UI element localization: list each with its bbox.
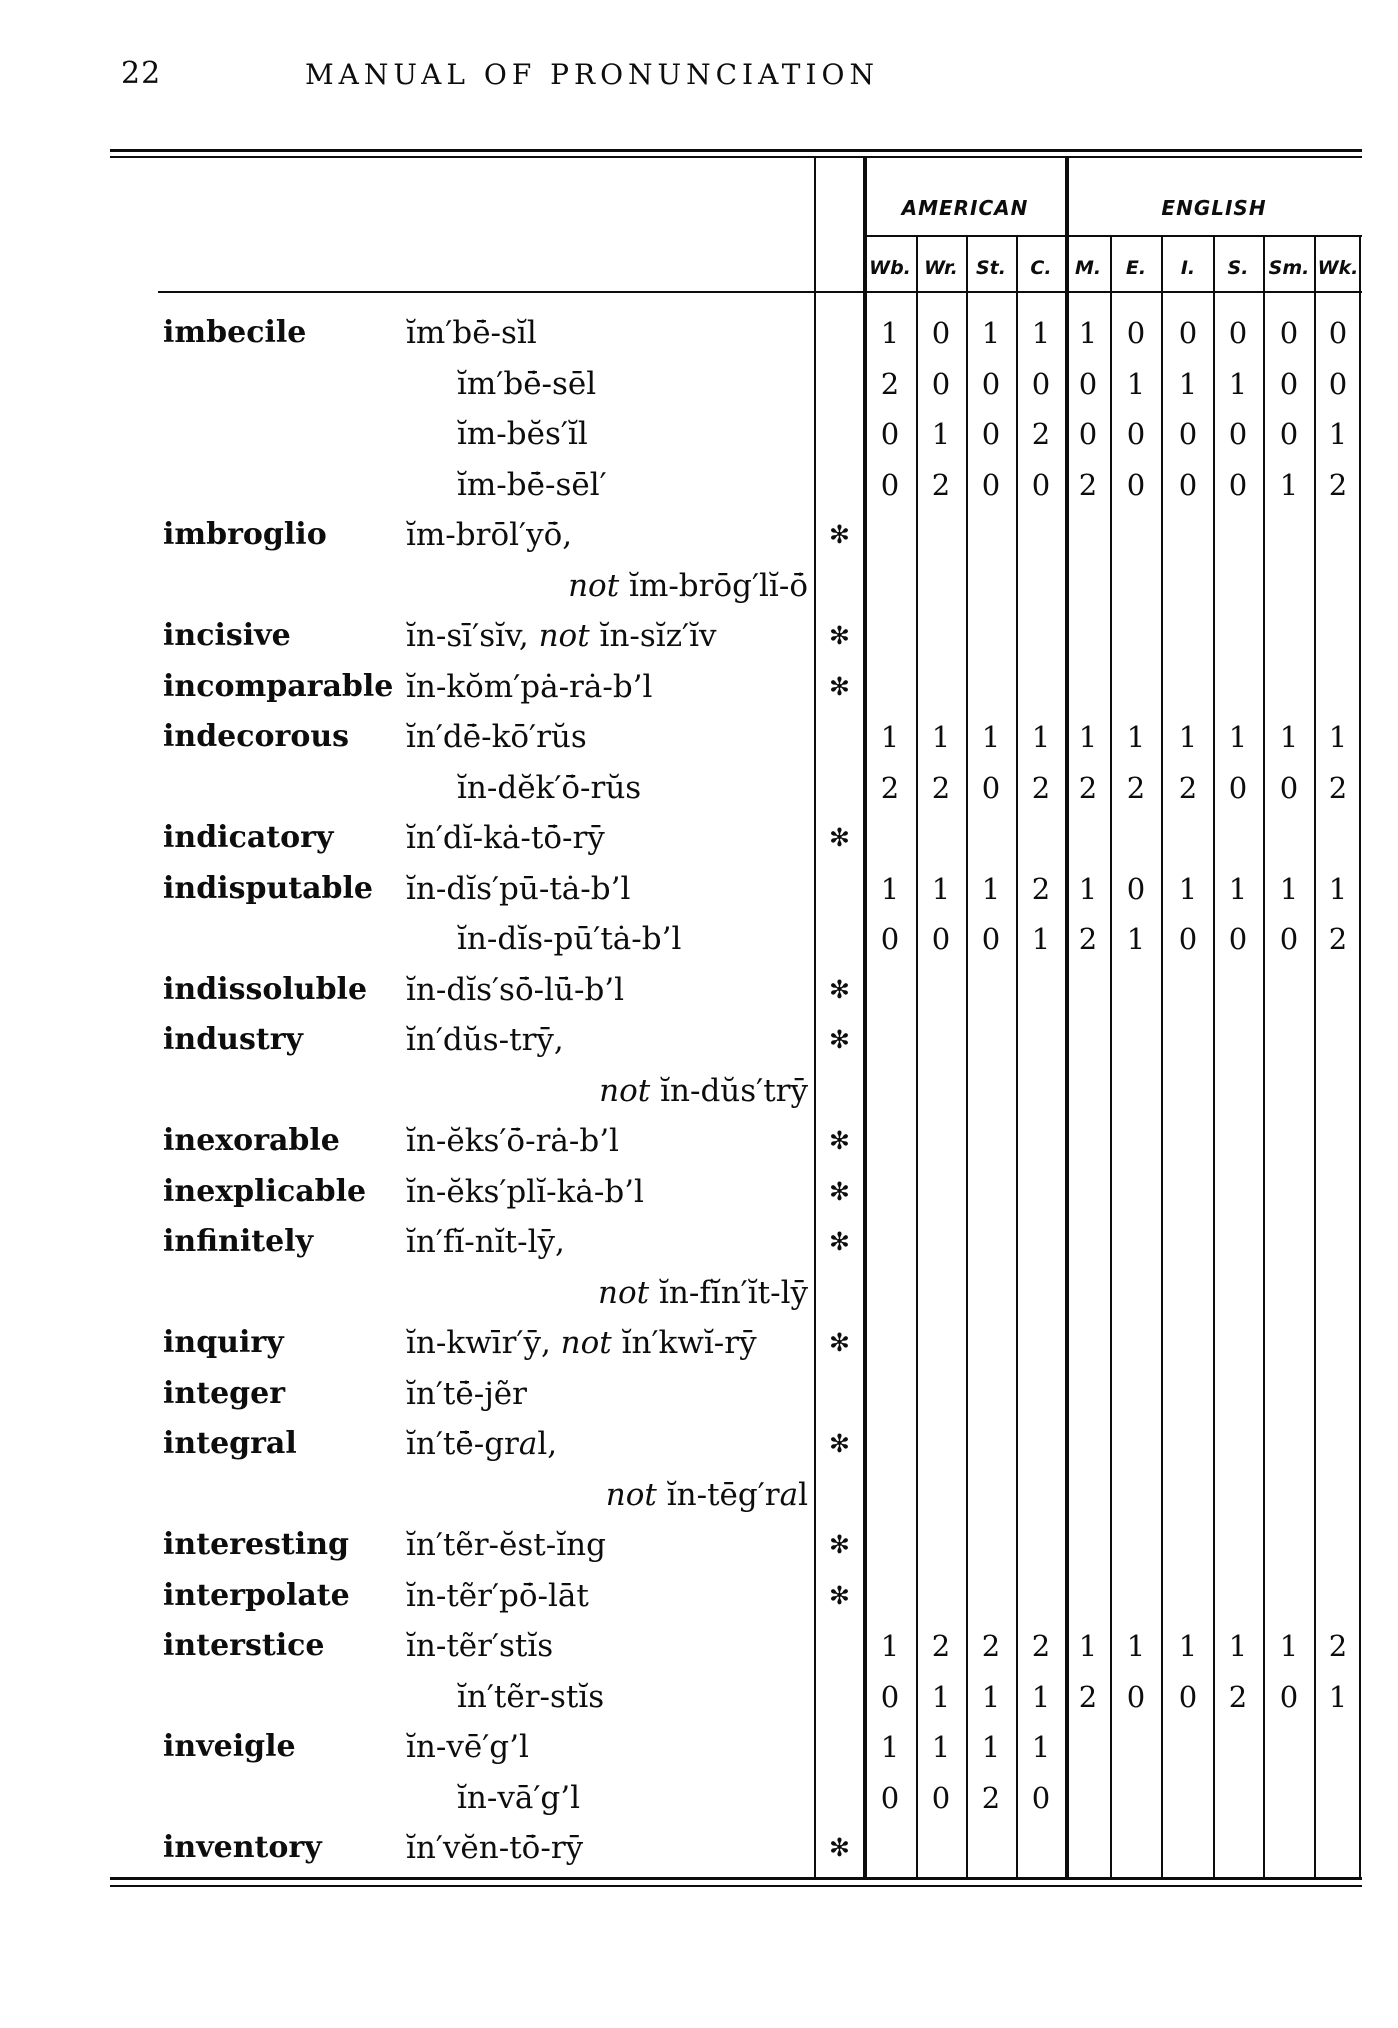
column-header-label: Wb. [869,257,911,279]
pronunciation-segment: ĭn-tēg′r [656,1477,780,1513]
grade-cell-american: 0 [931,316,951,350]
header-underline [158,291,1362,293]
entry-pronunciation [406,867,630,911]
pronunciation-segment: ĭn′kwĭ-rȳ [611,1325,757,1361]
grade-cell-english: 1 [1178,367,1198,401]
grade-cell-english: 1 [1078,872,1098,906]
pronunciation-segment: ĭn′dĭ-kȧ-tō̇-rȳ [406,820,605,856]
grade-cell-english: 1 [1178,872,1198,906]
grade-cell-english: 1 [1126,720,1146,754]
bottom-rule-inner [110,1877,1362,1880]
grade-cell-english: 2 [1078,922,1098,956]
entry-word: inquiry [163,1325,284,1360]
entry-word: interstice [163,1628,325,1663]
grade-cell-english: 0 [1228,417,1248,451]
grade-cell-english: 0 [1178,468,1198,502]
pronunciation-segment: ĭn-dĭs′sō̇-lū̇-b’l [406,972,625,1008]
entry-word: indisputable [163,871,374,906]
pronunciation-segment: ĭn′tẽr-stĭs [457,1679,605,1715]
group-header-underline [864,235,1362,237]
approved-asterisk: ✻ [829,1177,850,1206]
grade-cell-english: 1 [1126,922,1146,956]
entry-pronunciation [406,1624,553,1668]
pronunciation-segment: ĭn′dē̇-kō′rŭs [406,719,587,755]
grade-cell-english: 1 [1228,872,1248,906]
entry-word: imbecile [163,315,307,350]
pronunciation-italic-segment: a [779,1477,799,1513]
pronunciation-segment: ĭm′bē̇-sēl [457,366,597,402]
grade-cell-english: 0 [1178,417,1198,451]
pronunciation-italic-segment: not [568,568,620,604]
column-divider [966,237,968,1877]
entry-pronunciation [406,1321,757,1365]
pronunciation-segment: ĭn′dŭs-trȳ, [406,1022,564,1058]
pronunciation-segment: ĭn-ĕks′ō̇-rȧ-b’l [406,1123,619,1159]
pronunciation-segment: ĭn′vĕn-tō̇-rȳ [406,1830,584,1866]
entry-pronunciation-note [406,1069,808,1113]
pronunciation-segment: ĭm-brōg′lĭ-ō̇ [619,568,808,604]
pronunciation-segment: ĭn-kŏm′pȧ-rȧ-b’l [406,669,653,705]
grade-cell-english: 0 [1228,316,1248,350]
grade-cell-english: 1 [1078,720,1098,754]
pronunciation-italic-segment: not [560,1325,612,1361]
grade-cell-american: 0 [981,922,1001,956]
pronunciation-segment: ĭn-dĭs′pū-tȧ-b’l [406,871,631,907]
grade-cell-english: 1 [1328,417,1348,451]
pronunciation-segment: ĭm-bĕs′ĭl [457,416,588,452]
grade-cell-english: 1 [1078,1629,1098,1663]
grade-cell-american: 1 [981,720,1001,754]
column-header-label: Sm. [1268,257,1310,279]
grade-cell-american: 0 [880,417,900,451]
column-divider [1213,237,1215,1877]
grade-cell-american: 0 [981,468,1001,502]
grade-cell-english: 0 [1078,417,1098,451]
entry-pronunciation [406,1372,527,1416]
entry-pronunciation [406,1725,529,1769]
grade-cell-english: 0 [1279,417,1299,451]
entry-pronunciation [406,513,572,557]
approved-asterisk: ✻ [829,975,850,1004]
grade-cell-american: 2 [981,1629,1001,1663]
grade-cell-english: 1 [1178,720,1198,754]
grade-cell-english: 0 [1279,367,1299,401]
entry-word: integral [163,1426,297,1461]
pronunciation-segment: ĭn′tē̇-gr [406,1426,519,1462]
grade-cell-english: 1 [1279,872,1299,906]
pronunciation-segment: ĭn′tẽr-ĕst-ĭng [406,1527,606,1563]
entry-pronunciation [457,1675,604,1719]
grade-cell-american: 0 [931,1781,951,1815]
grade-cell-american: 1 [931,1680,951,1714]
grade-cell-english: 2 [1078,771,1098,805]
grade-cell-english: 0 [1328,316,1348,350]
top-rule-inner [110,156,1362,158]
approved-asterisk: ✻ [829,1581,850,1610]
grade-cell-english: 1 [1279,1629,1299,1663]
grade-cell-american: 0 [931,367,951,401]
column-header-label: I. [1180,257,1196,279]
pronunciation-segment: ĭn-kwīr′ȳ, [406,1325,561,1361]
grade-cell-american: 0 [1031,1781,1051,1815]
approved-asterisk: ✻ [829,1025,850,1054]
entry-pronunciation [457,362,596,406]
grade-cell-american: 2 [1031,872,1051,906]
entry-pronunciation [406,1018,564,1062]
approved-asterisk: ✻ [829,520,850,549]
pronunciation-segment: ĭm-brōl′yō̇, [406,517,573,553]
grade-cell-american: 0 [931,922,951,956]
grade-cell-american: 1 [981,1680,1001,1714]
column-divider [1263,237,1265,1877]
grade-cell-american: 1 [981,1730,1001,1764]
grade-cell-english: 0 [1279,1680,1299,1714]
grade-cell-american: 0 [981,771,1001,805]
grade-cell-english: 0 [1178,316,1198,350]
grade-cell-english: 0 [1126,1680,1146,1714]
grade-cell-english: 1 [1279,468,1299,502]
pronunciation-segment: ĭn-ĕks′plĭ-kȧ-b’l [406,1174,644,1210]
grade-cell-english: 0 [1178,1680,1198,1714]
grade-cell-american: 1 [981,316,1001,350]
column-header-label: St. [976,257,1006,279]
page-number: 22 [121,56,162,91]
column-group-american: AMERICAN [901,196,1029,220]
entry-pronunciation-note [406,1473,808,1517]
grade-cell-english: 1 [1126,367,1146,401]
grade-cell-american: 0 [1031,468,1051,502]
entry-pronunciation [457,463,607,507]
grade-cell-american: 0 [880,922,900,956]
pronunciation-italic-segment: not [605,1477,657,1513]
grade-cell-american: 1 [880,1730,900,1764]
grade-cell-english: 1 [1279,720,1299,754]
grade-cell-english: 2 [1328,468,1348,502]
entry-pronunciation [457,412,588,456]
grade-cell-english: 0 [1279,316,1299,350]
grade-cell-american: 1 [931,1730,951,1764]
grade-cell-english: 0 [1279,771,1299,805]
grade-cell-american: 2 [931,771,951,805]
grade-cell-english: 2 [1078,1680,1098,1714]
grade-cell-english: 2 [1126,771,1146,805]
approved-asterisk: ✻ [829,621,850,650]
entry-pronunciation [406,665,652,709]
pronunciation-segment: l, [537,1426,558,1462]
grade-cell-american: 0 [981,417,1001,451]
grade-cell-american: 1 [1031,922,1051,956]
entry-pronunciation-note [406,564,808,608]
grade-cell-american: 1 [880,720,900,754]
grade-cell-american: 1 [880,872,900,906]
grade-cell-english: 0 [1228,468,1248,502]
grade-cell-american: 2 [981,1781,1001,1815]
grade-cell-american: 2 [1031,771,1051,805]
entry-pronunciation [406,1119,619,1163]
approved-asterisk: ✻ [829,1530,850,1559]
approved-asterisk: ✻ [829,1126,850,1155]
grade-cell-american: 2 [1031,1629,1051,1663]
pronunciation-segment: ĭn′fĭ-nĭt-lȳ, [406,1224,565,1260]
pronunciation-segment: ĭn-dĕk′ō̇-rŭs [457,770,642,806]
column-header-label: Wk. [1317,257,1359,279]
top-rule-outer [110,149,1362,152]
approved-asterisk: ✻ [829,1429,850,1458]
approved-asterisk: ✻ [829,672,850,701]
pronunciation-italic-segment: not [598,1275,650,1311]
column-divider [916,237,918,1877]
grade-cell-american: 1 [880,1629,900,1663]
pronunciation-italic-segment: a [518,1426,538,1462]
grade-cell-english: 2 [1078,468,1098,502]
grade-cell-english: 2 [1328,922,1348,956]
grade-cell-english: 0 [1228,922,1248,956]
entry-word: incomparable [163,669,394,704]
pronunciation-segment: ĭn-tẽr′pō̇-lāt [406,1578,589,1614]
entry-pronunciation [406,1422,557,1466]
grade-cell-american: 0 [880,468,900,502]
grade-cell-english: 0 [1126,316,1146,350]
grade-cell-american: 1 [981,872,1001,906]
grade-cell-english: 1 [1328,1680,1348,1714]
grade-cell-english: 1 [1228,367,1248,401]
entry-word: inveigle [163,1729,296,1764]
entry-pronunciation [406,311,537,355]
column-header-label: E. [1125,257,1147,279]
grade-cell-english: 0 [1279,922,1299,956]
grade-cell-american: 1 [931,417,951,451]
grade-cell-american: 0 [880,1680,900,1714]
pronunciation-segment: ĭn-dĭs-pū′tȧ-b’l [457,921,682,957]
entry-pronunciation [406,1170,644,1214]
grade-cell-american: 0 [1031,367,1051,401]
approved-asterisk: ✻ [829,1833,850,1862]
entry-pronunciation [406,1523,606,1567]
grade-cell-american: 2 [931,1629,951,1663]
entry-word: industry [163,1022,303,1057]
grade-cell-american: 2 [931,468,951,502]
pronunciation-segment: ĭn-dŭs′trȳ [650,1073,808,1109]
pronunciation-segment: ĭn-sĭz′ĭv [589,618,717,654]
entry-word: incisive [163,618,291,653]
pronunciation-segment: ĭn-vē′g’l [406,1729,529,1765]
grade-cell-american: 2 [880,771,900,805]
grade-cell-english: 1 [1228,720,1248,754]
grade-cell-american: 1 [931,872,951,906]
pronunciation-segment: ĭn-sī′sĭv, [406,618,539,654]
column-header-label: S. [1227,257,1249,279]
pronunciation-segment: ĭn′tē̇-jẽr [406,1376,527,1412]
entry-pronunciation [457,766,641,810]
entry-word: interpolate [163,1578,350,1613]
grade-cell-english: 0 [1126,468,1146,502]
pronunciation-segment: ĭm-bē̇-sēl′ [457,467,607,503]
grade-cell-english: 2 [1228,1680,1248,1714]
pronunciation-italic-segment: not [538,618,590,654]
entry-word: inexorable [163,1123,340,1158]
entry-word: infinitely [163,1224,313,1259]
grade-cell-english: 0 [1228,771,1248,805]
grade-cell-english: 1 [1178,1629,1198,1663]
grade-cell-english: 2 [1328,771,1348,805]
grade-cell-american: 1 [1031,1680,1051,1714]
entry-word: indicatory [163,820,334,855]
pronunciation-italic-segment: not [599,1073,651,1109]
column-divider [1161,237,1163,1877]
grade-cell-american: 0 [981,367,1001,401]
entry-pronunciation-note [406,1271,808,1315]
grade-cell-english: 2 [1178,771,1198,805]
pronunciation-segment: ĭn-vā′g’l [457,1780,581,1816]
grade-cell-american: 0 [880,1781,900,1815]
pronunciation-segment: ĭn-fĭn′ĭt-lȳ [649,1275,808,1311]
entry-pronunciation [406,1574,589,1618]
entry-word: inventory [163,1830,322,1865]
grade-cell-english: 1 [1078,316,1098,350]
entry-pronunciation [406,715,587,759]
grade-cell-english: 0 [1178,922,1198,956]
entry-word: indecorous [163,719,350,754]
grade-cell-american: 1 [931,720,951,754]
approved-asterisk: ✻ [829,823,850,852]
entry-pronunciation [406,1220,565,1264]
entry-word: indissoluble [163,972,368,1007]
grade-cell-english: 0 [1126,417,1146,451]
grade-cell-english: 1 [1126,1629,1146,1663]
column-divider [1110,237,1112,1877]
bottom-rule-outer [110,1885,1362,1887]
pronunciation-segment: ĭn-tẽr′stĭs [406,1628,554,1664]
entry-pronunciation [457,917,681,961]
entry-pronunciation [406,614,717,658]
grade-cell-american: 2 [1031,417,1051,451]
entry-word: imbroglio [163,517,327,552]
grade-cell-american: 1 [1031,1730,1051,1764]
entry-word: integer [163,1376,286,1411]
entry-word: interesting [163,1527,349,1562]
grade-cell-english: 0 [1126,872,1146,906]
grade-cell-english: 1 [1328,720,1348,754]
grade-cell-american: 1 [1031,720,1051,754]
grade-cell-english: 2 [1328,1629,1348,1663]
column-header-label: M. [1074,257,1102,279]
grade-cell-english: 0 [1078,367,1098,401]
grade-cell-english: 1 [1228,1629,1248,1663]
approved-asterisk: ✻ [829,1227,850,1256]
entry-pronunciation [406,1826,583,1870]
pronunciation-segment: ĭm′bē̇-sĭl [406,315,537,351]
entry-pronunciation [457,1776,580,1820]
approved-asterisk: ✻ [829,1328,850,1357]
grade-cell-american: 1 [880,316,900,350]
entry-pronunciation [406,816,605,860]
page-title: MANUAL OF PRONUNCIATION [305,58,879,91]
column-header-label: C. [1030,257,1052,279]
grade-cell-american: 1 [1031,316,1051,350]
column-header-label: Wr. [924,257,958,279]
column-divider [1016,237,1018,1877]
pronunciation-segment: l [798,1477,808,1513]
column-group-english: ENGLISH [1161,196,1267,220]
grade-cell-american: 2 [880,367,900,401]
grade-cell-english: 0 [1328,367,1348,401]
grade-cell-english: 1 [1328,872,1348,906]
entry-word: inexplicable [163,1174,367,1209]
entry-pronunciation [406,968,624,1012]
